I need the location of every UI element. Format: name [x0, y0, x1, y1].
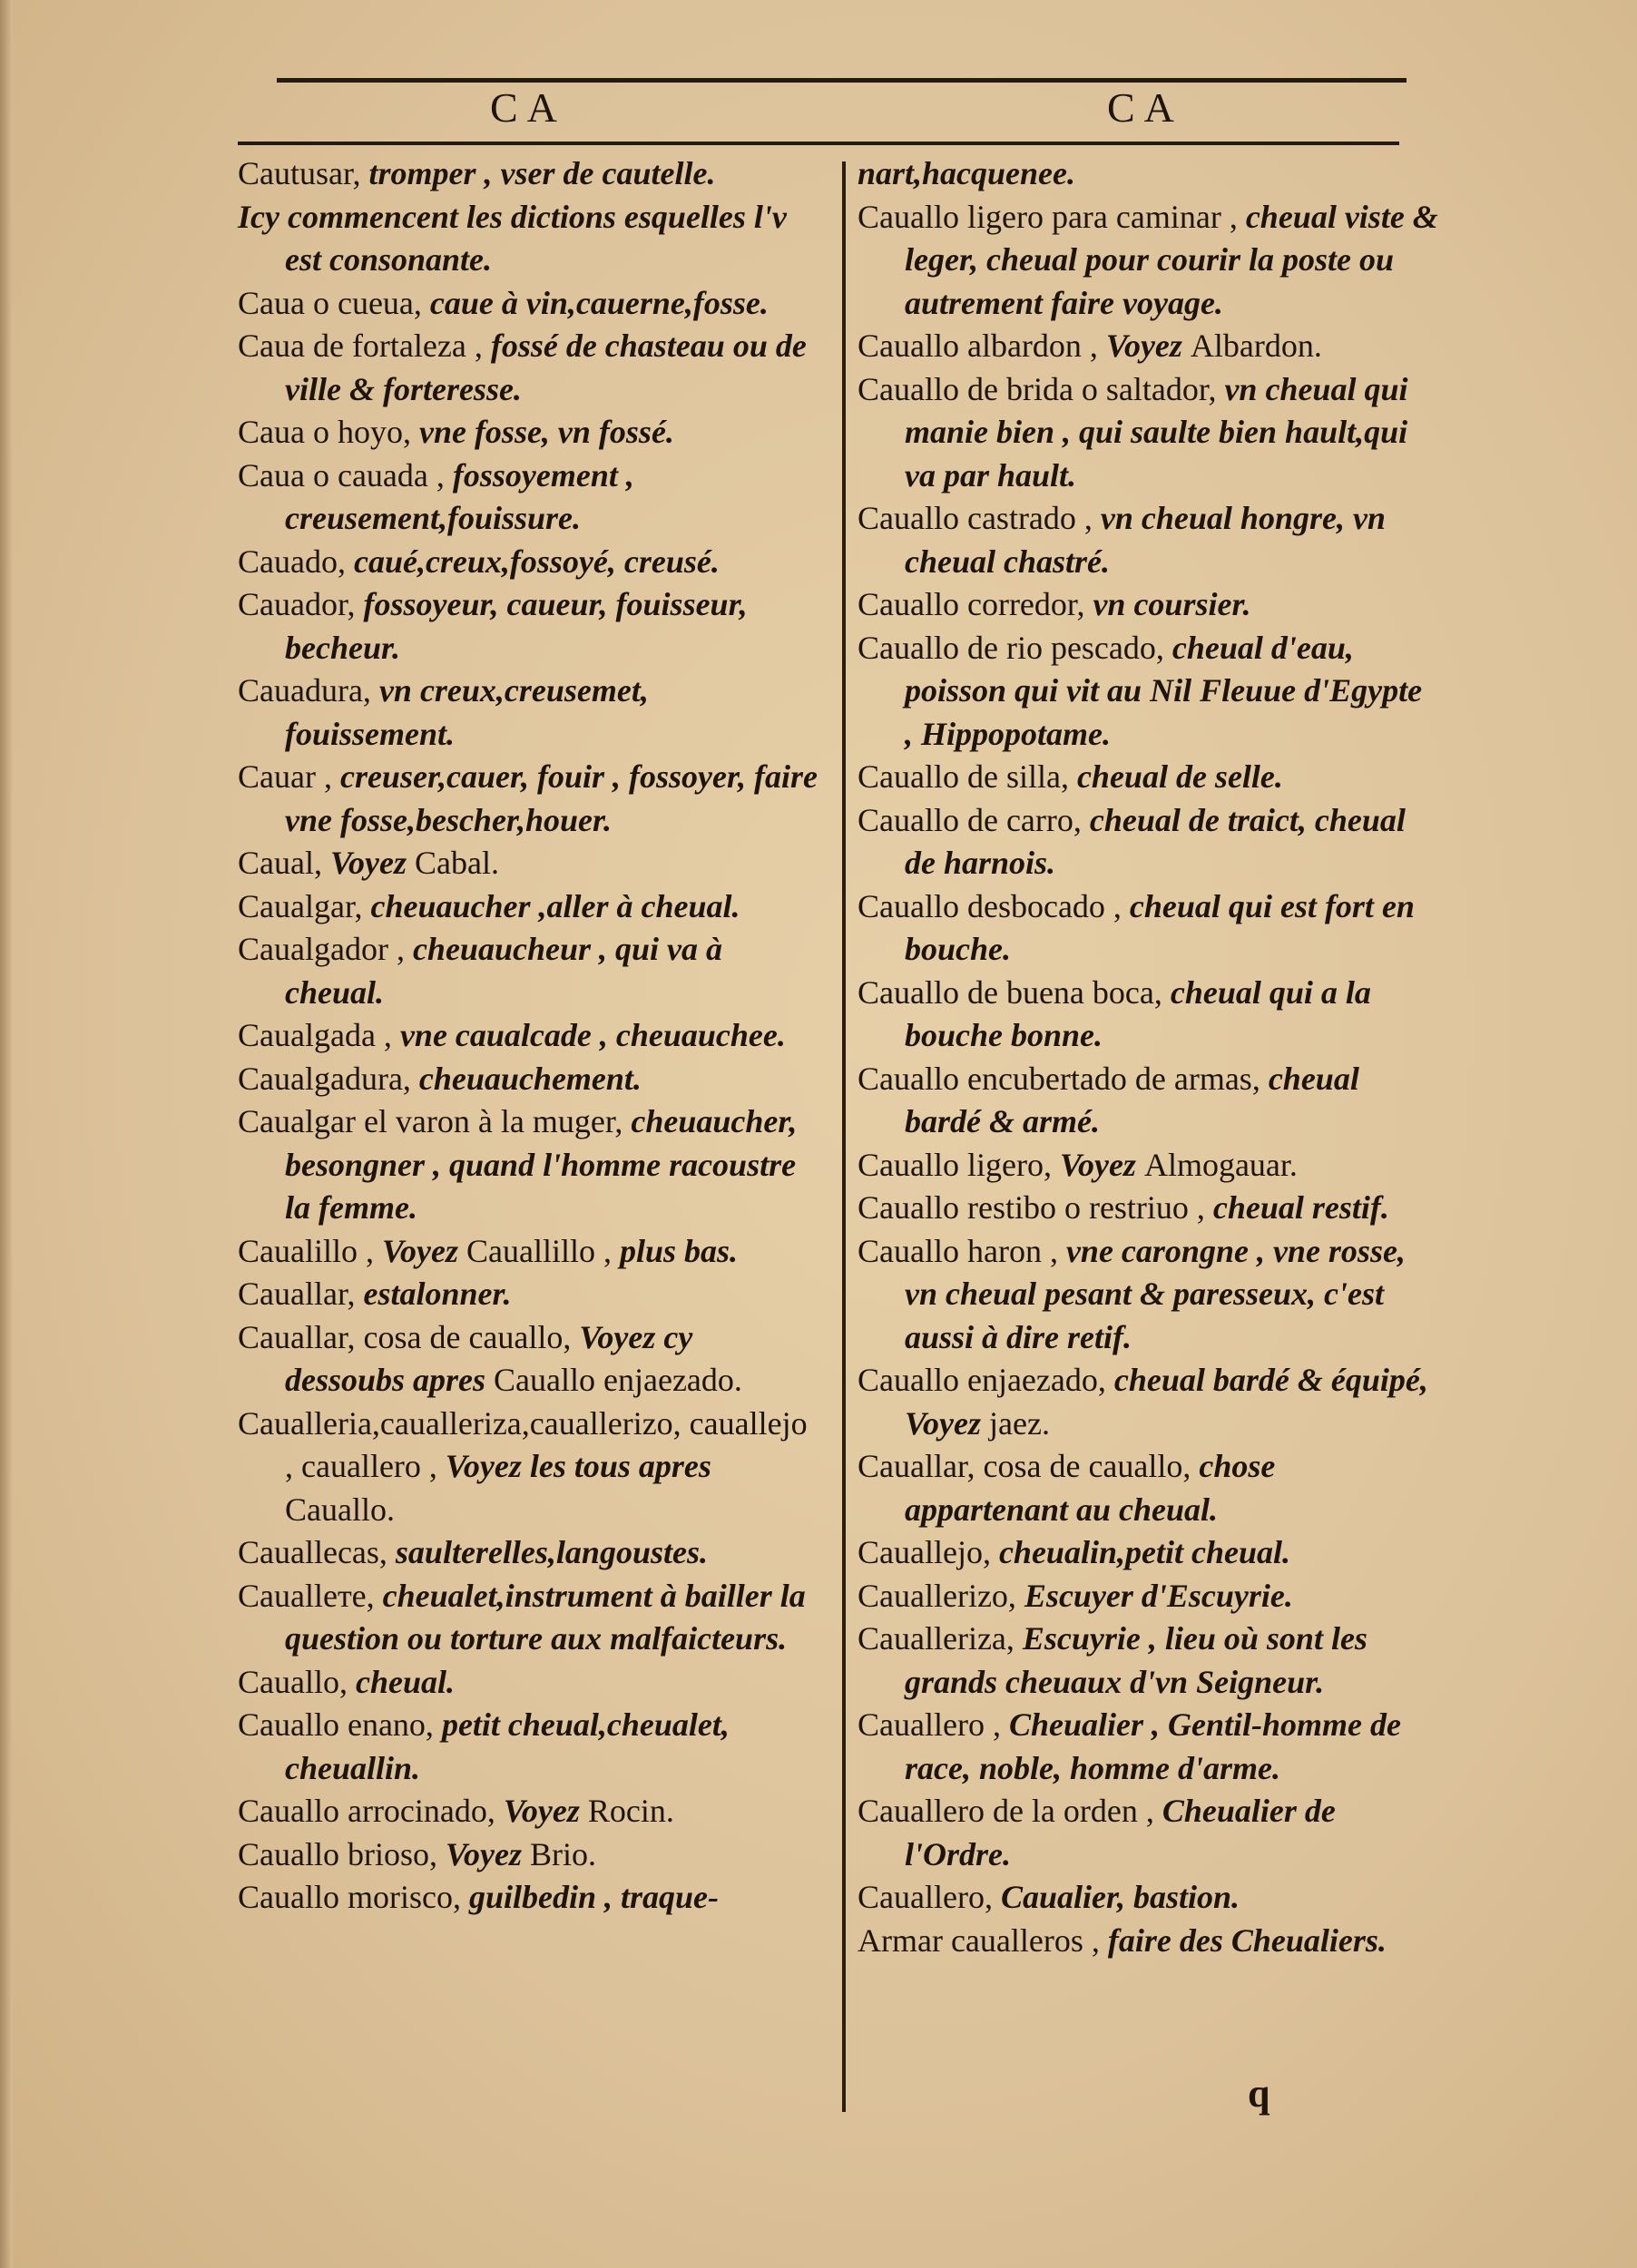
dictionary-entry	[238, 196, 818, 282]
entry-headword: Cauallo castrado ,	[858, 500, 1101, 536]
entry-definition: tromper , vser de cautelle.	[368, 155, 716, 191]
entry-definition: cheual de selle.	[1076, 758, 1283, 795]
entry-headword: Caualillo ,	[238, 1232, 382, 1269]
dictionary-entry	[858, 885, 1438, 972]
dictionary-entry	[238, 670, 818, 756]
dictionary-entry	[238, 1316, 818, 1403]
dictionary-entry	[238, 928, 818, 1014]
entry-headword: Caualgador ,	[238, 931, 413, 967]
entry-reference: Cauallillo ,	[466, 1232, 620, 1269]
entry-definition: cheuaucheur , qui va à cheual.	[285, 931, 722, 1011]
dictionary-entry	[238, 541, 818, 584]
dictionary-entry	[858, 1704, 1438, 1790]
entry-headword: Caual,	[238, 845, 330, 881]
entry-definition: cheuaucher ,aller à cheual.	[370, 887, 740, 924]
entry-definition: Escuyer d'Escuyrie.	[1024, 1577, 1293, 1614]
entry-definition: vn coursier.	[1093, 586, 1251, 622]
dictionary-entry	[858, 627, 1438, 757]
entry-definition: guilbedin , traque-	[468, 1879, 719, 1915]
entry-headword: Caualleriza,	[858, 1620, 1023, 1657]
entry-headword: Cauallo arrocinado,	[238, 1793, 504, 1829]
entry-definition: Voyez	[329, 845, 415, 881]
dictionary-entry	[238, 411, 818, 455]
entry-definition: Voyez les tous apres	[445, 1448, 711, 1484]
dictionary-entry	[858, 1790, 1438, 1876]
entry-definition: fossoyement , creusement,fouissure.	[285, 456, 634, 536]
entry-headword: Caua o hoyo,	[238, 414, 419, 450]
entry-headword: Caua o cueua,	[238, 284, 430, 321]
entry-headword: Cauallo restibo o restriuo ,	[858, 1189, 1213, 1226]
dictionary-entry	[238, 1273, 818, 1316]
entry-definition: cheual.	[355, 1663, 455, 1700]
entry-headword: Cauallo,	[238, 1663, 356, 1700]
dictionary-entry	[858, 196, 1438, 326]
dictionary-entry	[858, 1575, 1438, 1618]
dictionary-entry	[858, 1445, 1438, 1531]
dictionary-entry	[238, 1230, 818, 1274]
entry-headword: Cauallejo,	[858, 1534, 999, 1570]
dictionary-entry	[238, 1058, 818, 1101]
entry-headword: Cauallo ligero,	[858, 1146, 1060, 1183]
entry-definition: cheual bardé & équipé, Voyez	[905, 1362, 1428, 1442]
dictionary-entry	[238, 1790, 818, 1833]
entry-reference: Cabal.	[414, 845, 499, 881]
entry-headword: Caualgada ,	[238, 1017, 400, 1053]
entry-headword: Armar caualleros ,	[858, 1921, 1108, 1959]
header-right: CA	[1107, 84, 1183, 131]
page-edge	[0, 0, 13, 2268]
dictionary-entry	[858, 1230, 1438, 1360]
dictionary-entry	[238, 152, 818, 196]
dictionary-entry	[238, 1531, 818, 1575]
entry-headword: Cauallo enano,	[238, 1706, 442, 1743]
entry-definition: cheual bardé & armé.	[905, 1060, 1359, 1139]
entry-definition: nart,hacquenee.	[858, 155, 1076, 191]
entry-headword: Caua de fortaleza ,	[238, 327, 491, 364]
entry-definition: Voyez	[503, 1793, 588, 1829]
entry-definition: fossoyeur, caueur, fouisseur, becheur.	[285, 586, 748, 666]
dictionary-entry	[858, 972, 1438, 1058]
entry-definition: Voyez cy dessoubs apres	[285, 1318, 693, 1398]
entry-headword: Cauallo enjaezado,	[858, 1362, 1114, 1398]
header-left: CA	[490, 84, 566, 131]
entry-definition: vne caualcade , cheuauchee.	[399, 1017, 786, 1053]
right-column	[858, 152, 1438, 1962]
entry-definition: creuser,cauer, fouir , fossoyer, faire vne fosse,bescher,houer.	[285, 758, 818, 838]
dictionary-entry	[238, 1661, 818, 1705]
entry-headword: Caualgadura,	[238, 1060, 419, 1097]
entry-headword: Cauallo ligero para caminar ,	[858, 198, 1246, 235]
entry-headword: Cauado,	[238, 543, 354, 580]
entry-headword: Cauallecas,	[238, 1534, 396, 1570]
entry-definition: cheualin,petit cheual.	[998, 1534, 1290, 1570]
dictionary-entry	[858, 756, 1438, 799]
entry-definition: faire des Cheualiers.	[1107, 1921, 1387, 1959]
entry-headword: Cauallo albardon ,	[858, 327, 1106, 364]
entry-definition: vn cheual hongre, vn cheual chastré.	[905, 500, 1386, 580]
dictionary-entry	[858, 497, 1438, 583]
entry-headword: Cauallero de la orden ,	[858, 1793, 1162, 1829]
dictionary-entry	[238, 1575, 818, 1661]
dictionary-entry	[238, 842, 818, 885]
entry-reference: Albardon.	[1190, 327, 1322, 364]
entry-definition: caué,creux,fossoyé, creusé.	[353, 543, 720, 580]
dictionary-entry	[858, 368, 1438, 498]
dictionary-entry	[858, 325, 1438, 368]
dictionary-entry	[858, 583, 1438, 627]
entry-definition: cheual qui a la bouche bonne.	[905, 973, 1371, 1053]
dictionary-entry	[238, 1100, 818, 1230]
dictionary-entry	[238, 1014, 818, 1058]
entry-headword: Cauar ,	[238, 758, 340, 795]
entry-definition: Voyez	[445, 1835, 530, 1872]
header-top-rule	[277, 78, 1407, 83]
entry-headword: Caua o cauada ,	[238, 456, 453, 494]
entry-definition: estalonner.	[363, 1276, 512, 1312]
signature-mark: q	[1248, 2071, 1270, 2116]
dictionary-entry	[858, 1876, 1438, 1920]
entry-definition: Cheualier , Gentil-homme de race, noble, homme d'arme.	[905, 1706, 1401, 1786]
header-bottom-rule	[238, 142, 1399, 145]
entry-reference: Rocin.	[587, 1793, 674, 1829]
dictionary-entry	[238, 885, 818, 929]
entry-definition: petit cheual,cheualet, cheuallin.	[285, 1706, 730, 1786]
column-divider	[842, 161, 846, 2112]
entry-definition: vne fosse, vn fossé.	[418, 414, 674, 450]
entry-definition: Icy commencent les dictions esquelles l'v est consonante.	[238, 198, 787, 278]
entry-definition: Voyez	[1059, 1146, 1144, 1183]
dictionary-entry	[858, 1058, 1438, 1144]
dictionary-entry	[238, 1833, 818, 1877]
entry-definition: cheuauchement.	[418, 1060, 642, 1097]
entry-headword: Cauallo de rio pescado,	[858, 629, 1172, 666]
entry-reference: jaez.	[989, 1404, 1050, 1442]
entry-headword: Caualgar,	[238, 887, 371, 924]
entry-headword: Cauallerizo,	[858, 1577, 1024, 1614]
entry-headword: Cauallar, cosa de cauallo,	[858, 1448, 1200, 1484]
entry-headword: Cauallar,	[238, 1276, 364, 1312]
entry-definition: cheual restif.	[1212, 1189, 1389, 1226]
entry-headword: Cauallo de silla,	[858, 758, 1077, 795]
entry-definition: Voyez	[381, 1232, 466, 1269]
entry-headword: Cauallo de brida o saltador,	[858, 370, 1225, 407]
entry-definition: vn creux,creusemet, fouissement.	[285, 672, 649, 752]
dictionary-entry	[858, 1187, 1438, 1230]
entry-definition: cheual d'eau, poisson qui vit au Nil Fleuue d'Egypte , Hippopotame.	[905, 629, 1423, 752]
entry-headword: Cauadura,	[238, 672, 379, 709]
entry-headword: Cauallo morisco,	[238, 1879, 469, 1915]
entry-reference: Brio.	[529, 1835, 596, 1872]
dictionary-entry	[858, 1144, 1438, 1188]
entry-reference: Cauallo enjaezado.	[494, 1362, 742, 1398]
left-column	[238, 152, 818, 1920]
dictionary-entry	[858, 1920, 1438, 1963]
entry-definition: cheualet,instrument à bailler la question ou torture aux malfaicteurs.	[285, 1577, 806, 1657]
entry-headword: Cauallo desbocado ,	[858, 887, 1130, 924]
dictionary-entry	[238, 325, 818, 411]
entry-definition: fossé de chasteau ou de ville & forteresse.	[285, 327, 807, 407]
entry-definition: cheuaucher, besongner , quand l'homme racoustre la femme.	[285, 1103, 798, 1226]
entry-definition: plus bas.	[619, 1232, 739, 1269]
entry-definition: chose appartenant au cheual.	[905, 1448, 1276, 1528]
entry-headword: Cauallar, cosa de cauallo,	[238, 1318, 580, 1355]
dictionary-entry	[238, 455, 818, 541]
entry-reference: Almogauar.	[1143, 1146, 1298, 1183]
entry-headword: Cauallo de carro,	[858, 801, 1090, 838]
dictionary-entry	[858, 152, 1438, 196]
entry-definition: cheual viste & leger, cheual pour courir la poste ou autrement faire voyage.	[905, 198, 1438, 321]
entry-headword: Cauallo haron ,	[858, 1232, 1066, 1269]
dictionary-entry	[238, 583, 818, 670]
entry-headword: Caualleте,	[238, 1577, 383, 1614]
dictionary-entry	[238, 1403, 818, 1532]
entry-definition: caue à vin,cauerne,fosse.	[429, 284, 769, 321]
dictionary-entry	[858, 1359, 1438, 1445]
entry-headword: Caualleria,caualleriza,cauallerizo, cauallejo , cauallero ,	[238, 1404, 808, 1484]
entry-headword: Cauallo corredor,	[858, 586, 1093, 622]
entry-headword: Cauallo de buena boca,	[858, 973, 1171, 1011]
entry-headword: Cauallero,	[858, 1879, 1001, 1915]
dictionary-entry	[238, 1876, 818, 1920]
entry-definition: vn cheual qui manie bien , qui saulte bien hault,qui va par hault.	[905, 370, 1408, 494]
entry-definition: Caualier, bastion.	[1000, 1879, 1240, 1915]
entry-definition: Cheualier de l'Ordre.	[905, 1793, 1336, 1872]
entry-headword: Caualgar el varon à la muger,	[238, 1103, 632, 1139]
entry-headword: Cauallo brioso,	[238, 1835, 446, 1872]
dictionary-entry	[238, 756, 818, 842]
entry-headword: Cautusar,	[238, 155, 369, 191]
dictionary-entry	[858, 1618, 1438, 1704]
entry-headword: Cauallero ,	[858, 1706, 1009, 1743]
entry-definition: saulterelles,langoustes.	[395, 1534, 708, 1570]
dictionary-entry	[858, 799, 1438, 885]
dictionary-entry	[238, 282, 818, 326]
entry-definition: Voyez	[1105, 327, 1191, 364]
entry-definition: cheual qui est fort en bouche.	[905, 887, 1415, 967]
dictionary-entry	[858, 1531, 1438, 1575]
entry-reference: Cauallo.	[285, 1491, 395, 1528]
entry-headword: Cauallo encubertado de armas,	[858, 1060, 1269, 1097]
entry-definition: cheual de traict, cheual de harnois.	[905, 801, 1406, 881]
entry-headword: Cauador,	[238, 586, 364, 622]
dictionary-entry	[238, 1704, 818, 1790]
entry-definition: Escuyrie , lieu où sont les grands cheuaux d'vn Seigneur.	[905, 1620, 1367, 1700]
entry-definition: vne carongne , vne rosse, vn cheual pesant & paresseux, c'est aussi à dire retif.	[905, 1232, 1406, 1355]
